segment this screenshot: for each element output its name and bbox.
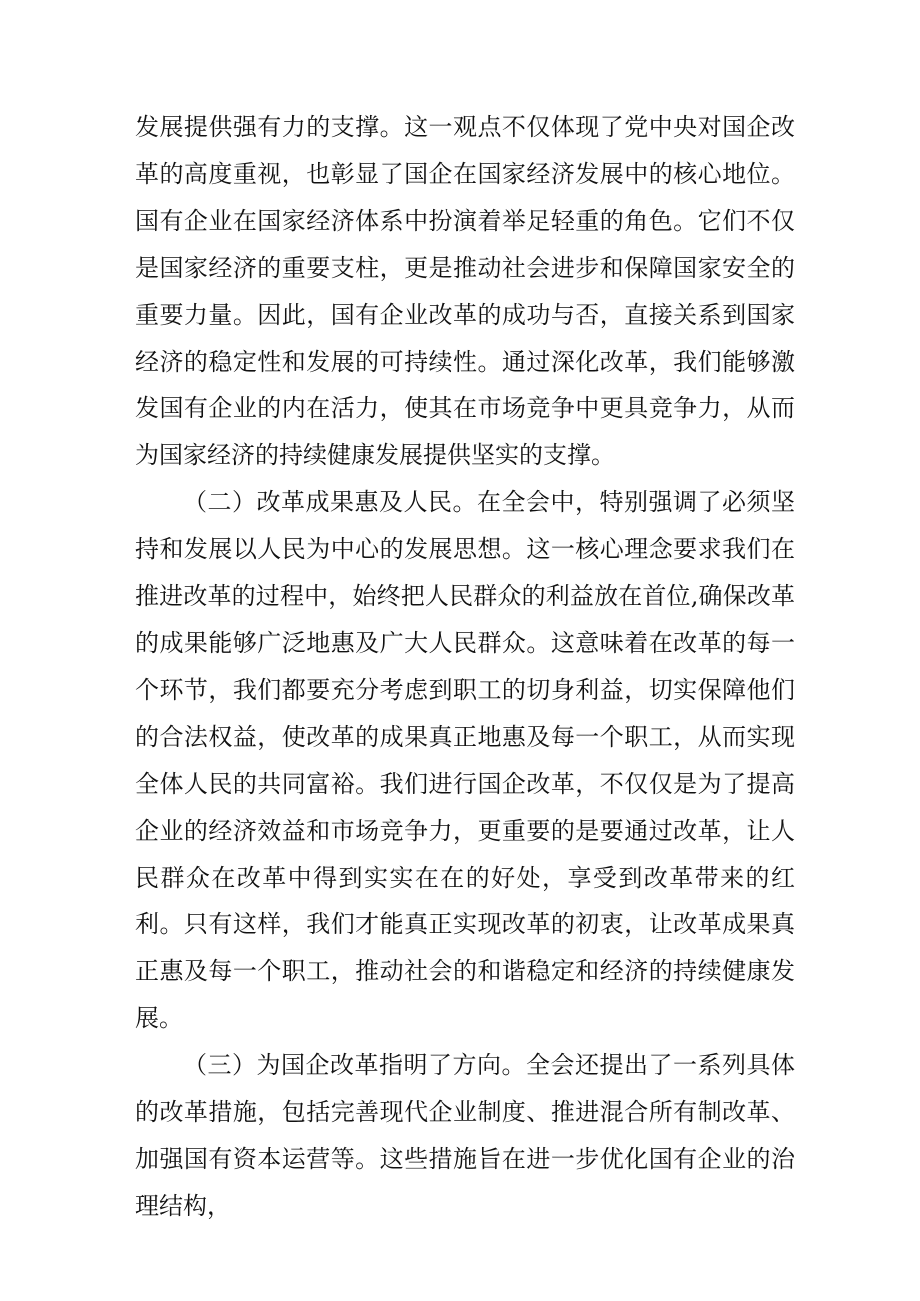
paragraph-continuation: 发展提供强有力的支撑。这一观点不仅体现了党中央对国企改革的高度重视，也彰显了国企在国家经济发展中的核心地位。国有企业在国家经济体系中扮演着举足轻重的角色。它们不仅是国家经济的重要支柱，更是推动社会进步和保障国家安全的重要力量。因此，国有企业改革的成功与否，直接关系到国家经济的稳定性和发展的可持续性。通过深化改革，我们能够激发国有企业的内在活力，使其在市场竞争中更具竞争力，从而为国家经济的持续健康发展提供坚实的支撑。 [135,113,795,470]
document-body [135,104,795,1230]
paragraph-section-3: （三）为国企改革指明了方向。全会还提出了一系列具体的改革措施，包括完善现代企业制度、推进混合所有制改革、加强国有资本运营等。这些措施旨在进一步优化国有企业的治理结构， [135,1051,795,1220]
paragraph-section-2: （二）改革成果惠及人民。在全会中，特别强调了必须坚持和发展以人民为中心的发展思想。这一核心理念要求我们在推进改革的过程中，始终把人民群众的利益放在首位,确保改革的成果能够广泛地惠及广大人民群众。这意味着在改革的每一个环节，我们都要充分考虑到职工的切身利益，切实保障他们的合法权益，使改革的成果真正地惠及每一个职工，从而实现全体人民的共同富裕。我们进行国企改革，不仅仅是为了提高企业的经济效益和市场竞争力，更重要的是要通过改革，让人民群众在改革中得到实实在在的好处，享受到改革带来的红利。只有这样，我们才能真正实现改革的初衷，让改革成果真正惠及每一个职工，推动社会的和谐稳定和经济的持续健康发展。 [135,488,795,1033]
